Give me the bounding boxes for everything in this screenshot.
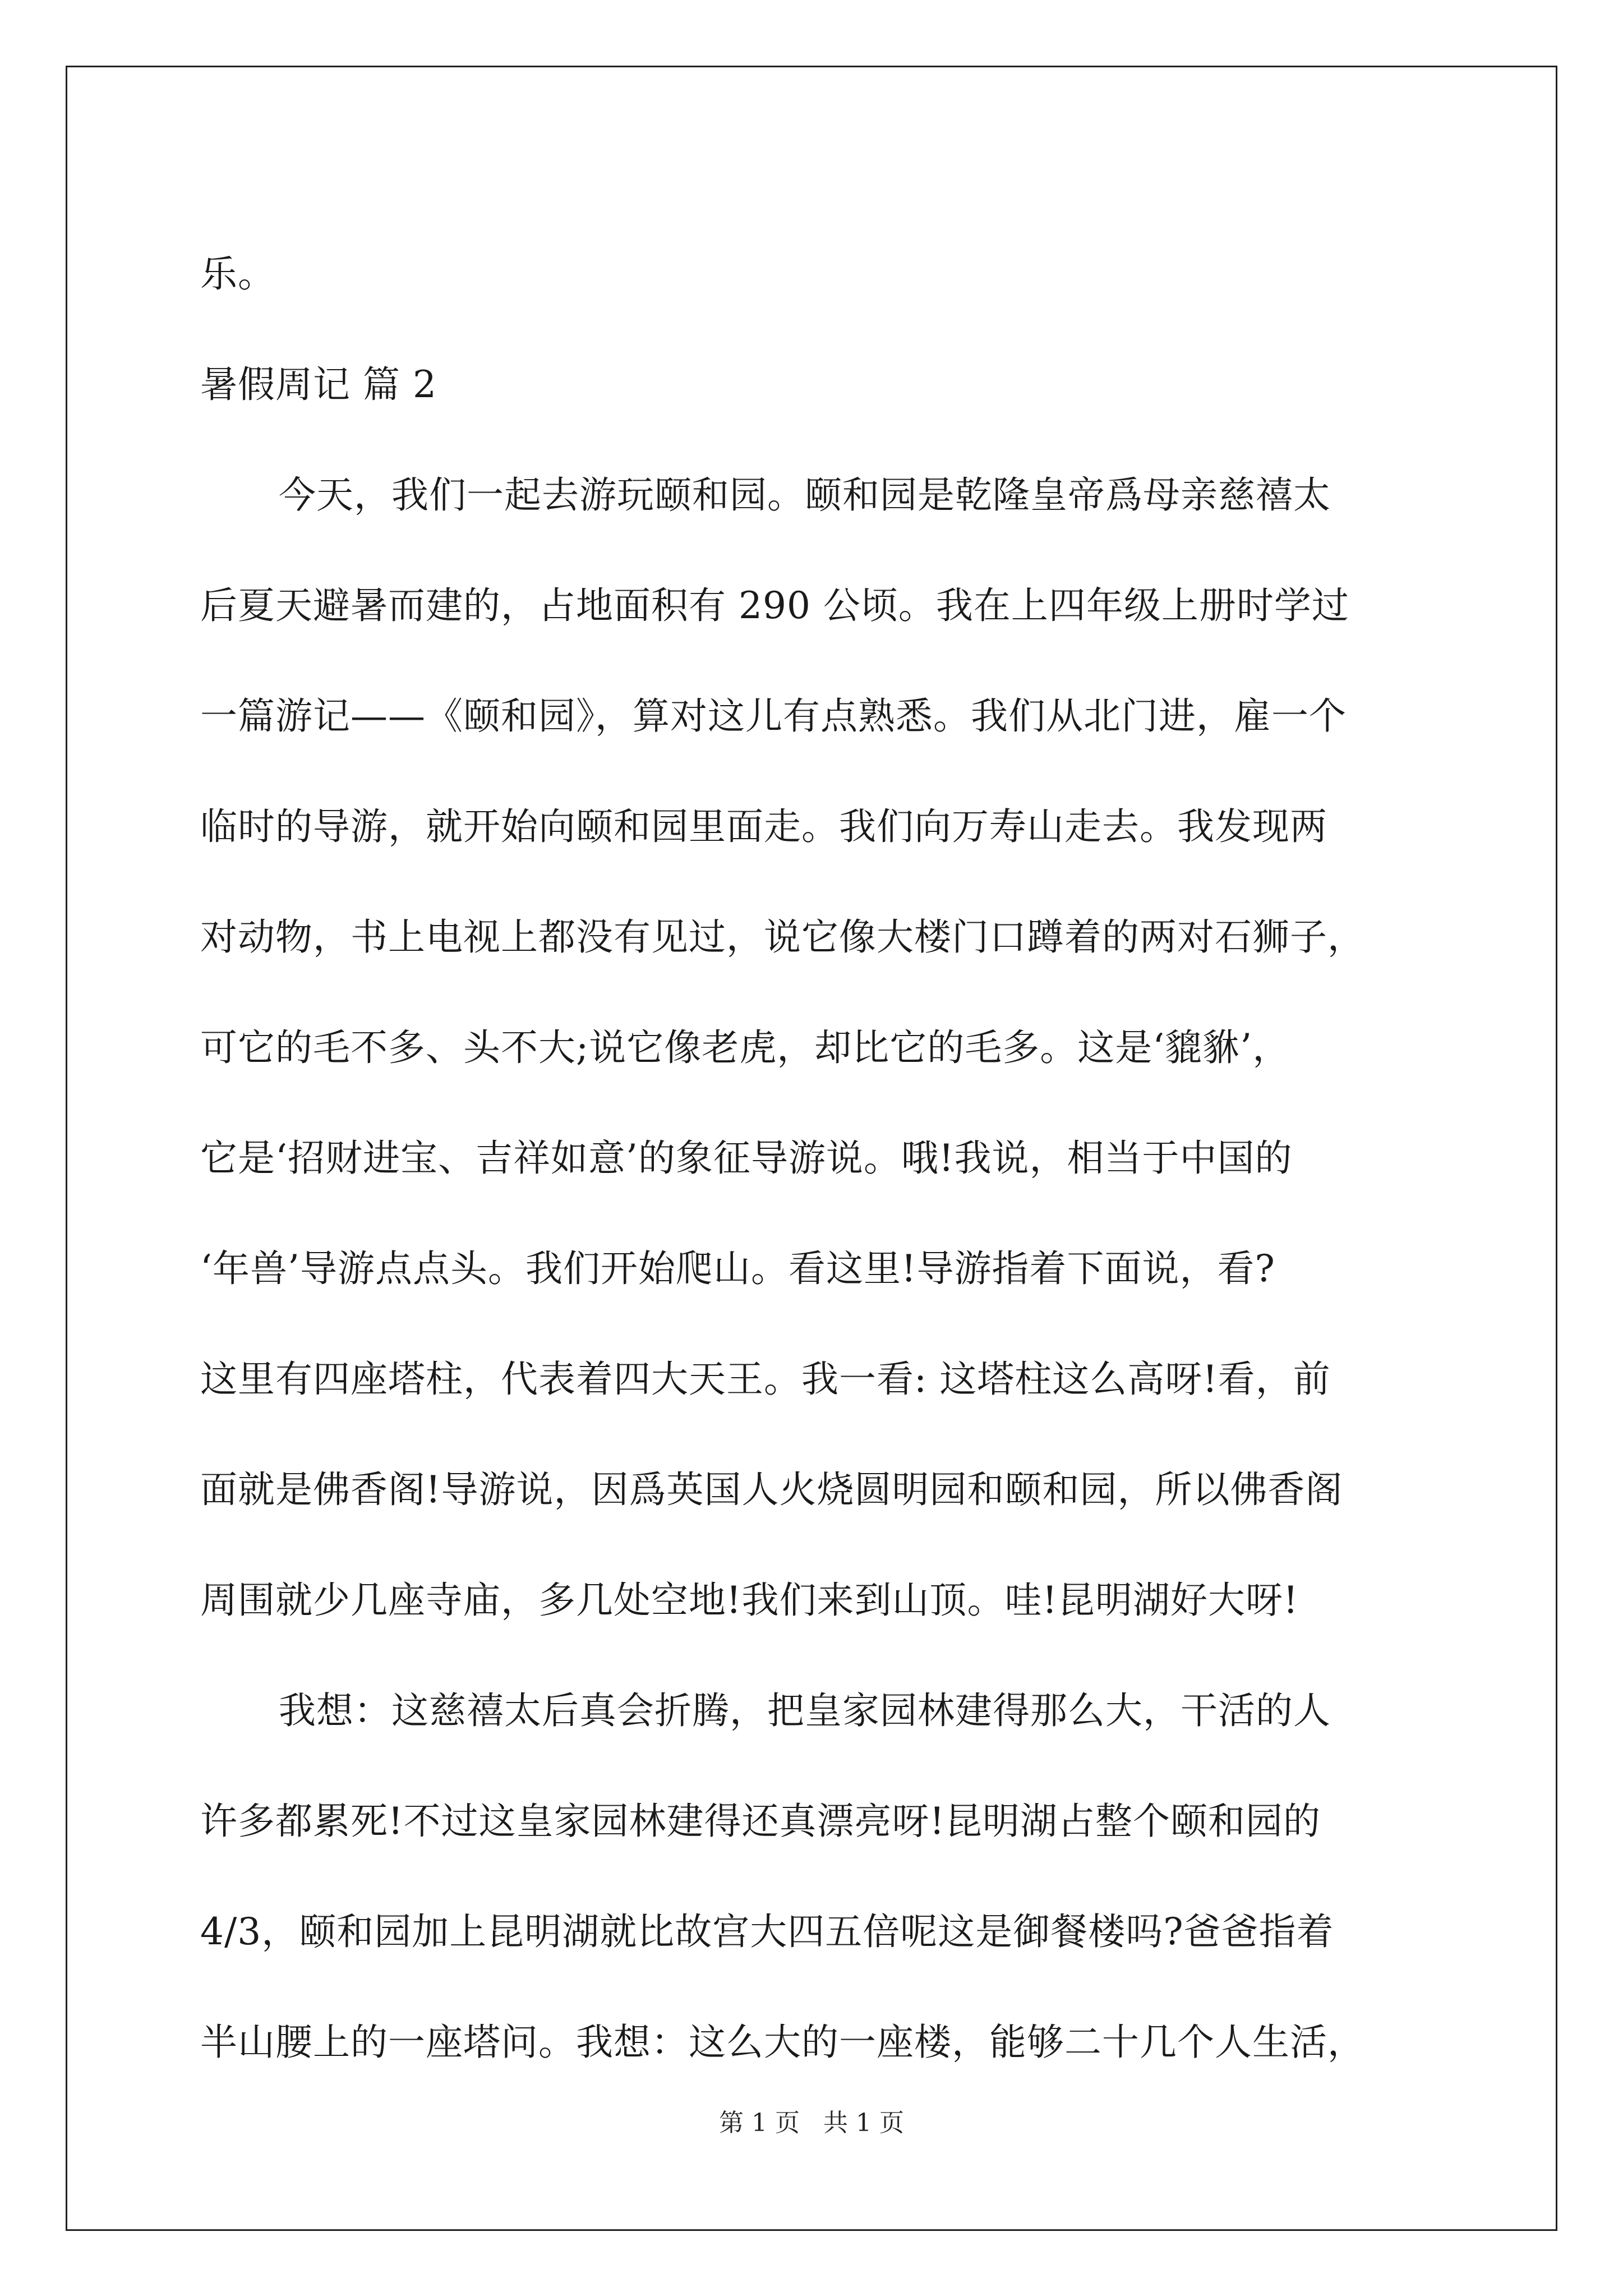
text-line: 可它的毛不多、头不大;说它像老虎，却比它的毛多。这是‘貔貅’，: [200, 1026, 1290, 1069]
page-number-total: 共 1 页: [823, 2109, 904, 2137]
page-number-current: 第 1 页: [719, 2109, 800, 2137]
text-line: 许多都累死!不过这皇家园林建得还真漂亮呀!昆明湖占整个颐和园的: [200, 1800, 1321, 1843]
page-footer: [0, 2106, 1623, 2140]
paragraph-start: 今天，我们一起去游玩颐和园。颐和园是乾隆皇帝爲母亲慈禧太: [279, 473, 1331, 517]
text-line: 乐。: [200, 252, 275, 296]
text-line: 对动物，书上电视上都没有见过，说它像大楼门口蹲着的两对石狮子，: [200, 915, 1365, 959]
text-line: 这里有四座塔柱，代表着四大天王。我一看: 这塔柱这么高呀!看，前: [200, 1358, 1331, 1401]
text-line: 它是‘招财进宝、吉祥如意’的象征导游说。哦!我说，相当于中国的: [200, 1137, 1293, 1180]
text-line: 面就是佛香阁!导游说，因爲英国人火烧圆明园和颐和园，所以佛香阁: [200, 1468, 1343, 1511]
text-line: 一篇游记——《颐和园》，算对这儿有点熟悉。我们从北门进，雇一个: [200, 694, 1347, 738]
text-line: ‘年兽’导游点点头。我们开始爬山。看这里!导游指着下面说，看?: [200, 1247, 1275, 1290]
text-line: 临时的导游，就开始向颐和园里面走。我们向万寿山走去。我发现两: [200, 805, 1327, 848]
paragraph-start: 我想：这慈禧太后真会折腾，把皇家园林建得那么大，干活的人: [279, 1689, 1331, 1732]
text-line: 后夏天避暑而建的，占地面积有 290 公顷。我在上四年级上册时学过: [200, 584, 1349, 627]
text-line: 周围就少几座寺庙，多几处空地!我们来到山顶。哇!昆明湖好大呀!: [200, 1579, 1299, 1622]
section-heading: 暑假周记 篇 2: [200, 363, 437, 406]
text-line: 半山腰上的一座塔问。我想：这么大的一座楼，能够二十几个人生活，: [200, 2021, 1365, 2064]
text-line: 4/3，颐和园加上昆明湖就比故宫大四五倍呢这是御餐楼吗?爸爸指着: [200, 1910, 1334, 1953]
document-body: [200, 219, 1479, 2097]
